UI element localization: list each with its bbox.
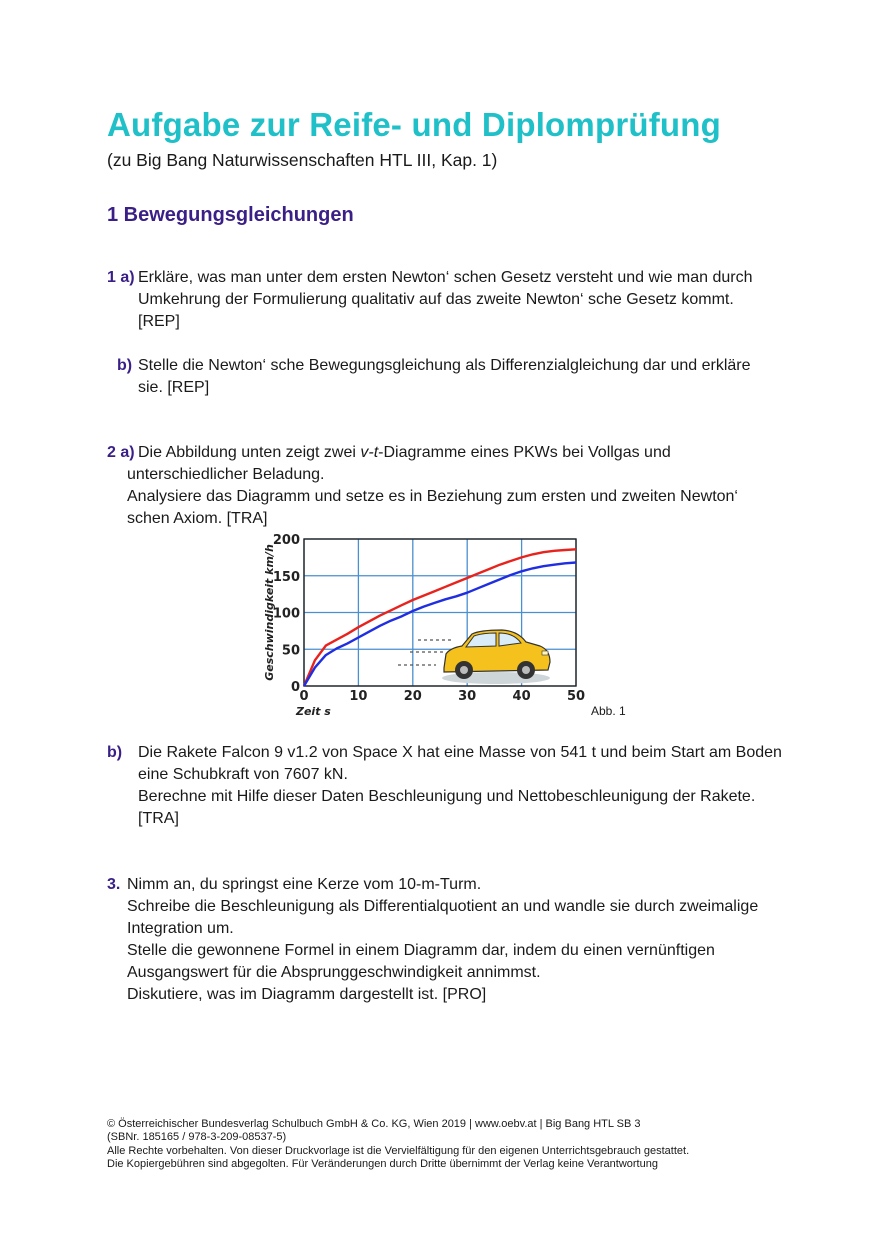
- x-tick-label: 20: [403, 689, 422, 704]
- text-line: Die Rakete Falcon 9 v1.2 von Space X hat eine Masse von 541 t und beim Start am Boden: [138, 744, 782, 761]
- x-tick-label: 10: [349, 689, 368, 704]
- task-3-text: [127, 874, 758, 1006]
- page-subtitle: (zu Big Bang Naturwissenschaften HTL III, Kap. 1): [107, 150, 498, 170]
- footer-line: (SBNr. 185165 / 978-3-209-08537-5): [107, 1131, 287, 1144]
- text-line: schen Axiom. [TRA]: [127, 510, 268, 527]
- x-tick-label: 50: [566, 689, 586, 704]
- x-tick-label: 0: [299, 689, 309, 704]
- footer-line: Alle Rechte vorbehalten. Von dieser Druckvorlage ist die Vervielfältigung für den eigenen Unterrichtsgebrauch gestattet.: [107, 1144, 690, 1157]
- y-axis-label: Geschwindigkeit km/h: [263, 544, 276, 681]
- text-line: [TRA]: [138, 810, 179, 827]
- text-fragment: -Diagramme eines PKWs bei Vollgas und: [378, 444, 671, 461]
- task-1b-label: b): [117, 357, 133, 374]
- text-line: Integration um.: [127, 920, 234, 937]
- text-line: sie. [REP]: [138, 379, 210, 396]
- text-line: Umkehrung der Formulierung qualitativ auf das zweite Newton‘ sche Gesetz kommt.: [138, 291, 734, 308]
- x-tick-label: 40: [512, 689, 531, 704]
- text-line: Berechne mit Hilfe dieser Daten Beschleunigung und Nettobeschleunigung der Rakete.: [138, 788, 756, 805]
- y-tick-label: 200: [272, 533, 300, 548]
- text-line: Schreibe die Beschleunigung als Differentialquotient an und wandle sie durch zweimalige: [127, 898, 759, 915]
- vt-symbol: v-t: [360, 444, 379, 461]
- section-heading: 1 Bewegungsgleichungen: [107, 204, 354, 226]
- task-1a-text: [138, 267, 753, 333]
- text-line: Analysiere das Diagramm und setze es in Beziehung zum ersten und zweiten Newton‘: [127, 488, 738, 505]
- text-line: Stelle die gewonnene Formel in einem Diagramm dar, indem du einen vernünftigen: [127, 942, 715, 959]
- x-axis-label: Zeit s: [296, 705, 331, 716]
- footer-line: Die Kopiergebühren sind abgegolten. Für Veränderungen durch Dritte übernimmt der Verlag keine Verantwortung: [107, 1158, 658, 1171]
- text-line: [REP]: [138, 313, 180, 330]
- task-2a-label: 2 a): [107, 444, 135, 461]
- x-tick-label: 30: [458, 689, 477, 704]
- y-tick-label: 50: [281, 643, 300, 659]
- task-1b-text: [138, 355, 751, 399]
- text-line: Erkläre, was man unter dem ersten Newton‘ schen Gesetz versteht und wie man durch: [138, 269, 753, 286]
- y-tick-label: 150: [272, 569, 300, 585]
- y-tick-label: 100: [272, 606, 300, 622]
- y-tick-label: 0: [290, 680, 300, 695]
- task-3-label: 3.: [107, 876, 121, 893]
- vt-chart: [258, 530, 592, 716]
- text-line: Ausgangswert für die Absprunggeschwindigkeit annimmst.: [127, 964, 541, 981]
- text-line: Nimm an, du springst eine Kerze vom 10-m-Turm.: [127, 876, 482, 893]
- text-fragment: Die Abbildung unten zeigt zwei: [138, 444, 361, 461]
- text-line: eine Schubkraft von 7607 kN.: [138, 766, 348, 783]
- task-2b-label: b): [107, 744, 123, 761]
- figure-caption: Abb. 1: [591, 704, 626, 718]
- vt-diagram: [258, 530, 592, 716]
- footer-line: © Österreichischer Bundesverlag Schulbuch GmbH & Co. KG, Wien 2019 | www.oebv.at | Big Bang HTL SB 3: [107, 1118, 641, 1130]
- task-2a-first-line: [138, 442, 671, 464]
- text-line: Stelle die Newton‘ sche Bewegungsgleichung als Differenzialgleichung dar und erkläre: [138, 357, 751, 374]
- text-line: Diskutiere, was im Diagramm dargestellt ist. [PRO]: [127, 986, 487, 1003]
- footer: [107, 1118, 689, 1172]
- task-1a-label: 1 a): [107, 269, 135, 286]
- task-2a-text: [127, 464, 738, 530]
- text-line: unterschiedlicher Beladung.: [127, 466, 325, 483]
- task-2b-text: [138, 742, 782, 830]
- page-title: Aufgabe zur Reife- und Diplomprüfung: [107, 106, 721, 143]
